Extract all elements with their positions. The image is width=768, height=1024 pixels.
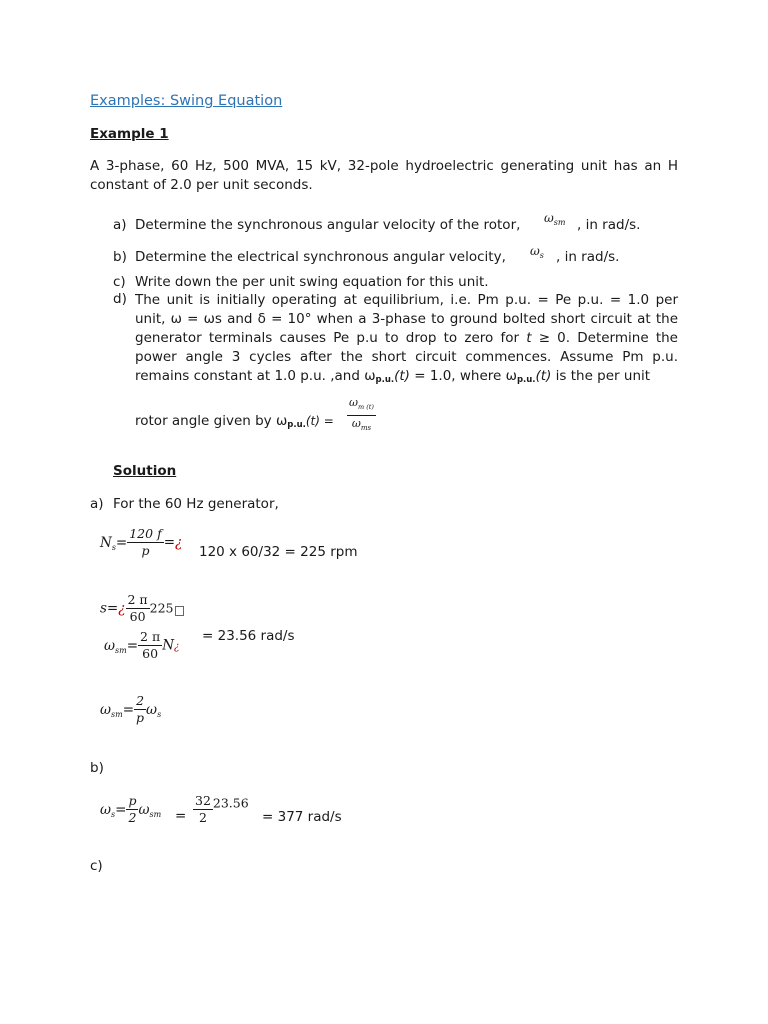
- equation-omega-sm-poles: $\omega_{sm}=$ $\frac{2}{p}$ $\omega_s$: [100, 693, 162, 725]
- item-c-text: Write down the per unit swing equation for this unit.: [135, 274, 489, 290]
- example-heading: Example 1: [90, 126, 169, 142]
- omega-sm-symbol: $\omega_{sm}$: [544, 211, 566, 227]
- sol-a-label: a): [90, 496, 104, 512]
- placeholder-box-icon: [175, 606, 184, 616]
- item-a-text: Determine the synchronous angular velocity of the rotor,: [135, 217, 521, 233]
- equals-sign: =: [175, 808, 187, 824]
- item-a-label: a): [113, 217, 127, 233]
- omega-s-symbol: $\omega_s$: [530, 244, 544, 260]
- sol-c-label: c): [90, 858, 103, 874]
- omega-s-substitution: $\frac{32}{2}$ 23.56: [195, 793, 249, 825]
- intro-paragraph: A 3-phase, 60 Hz, 500 MVA, 15 kV, 32-pole hydroelectric generating unit has an H constant of 2.0 per unit seconds.: [90, 158, 678, 193]
- equation-omega-s: $\omega_s=$ $\frac{p}{2}$ $\omega_{sm}$: [100, 793, 162, 825]
- sol-b-label: b): [90, 760, 104, 776]
- item-d-label: d): [113, 291, 127, 307]
- equation-ns: $N_s=$ $\frac{120 f}{p}$ =¿: [100, 526, 183, 558]
- ns-result: 120 x 60/32 = 225 rpm: [199, 544, 358, 560]
- item-b-label: b): [113, 249, 127, 265]
- document-title: Examples: Swing Equation: [90, 93, 283, 109]
- item-b-suffix: , in rad/s.: [556, 249, 620, 265]
- sol-a-text: For the 60 Hz generator,: [113, 496, 279, 512]
- equation-s: s=¿ $\frac{2 \pi}{60}$ 225: [100, 593, 184, 624]
- omega-s-result: = 377 rad/s: [262, 809, 342, 825]
- item-b-text: Determine the electrical synchronous angular velocity,: [135, 249, 506, 265]
- item-a-suffix: , in rad/s.: [577, 217, 641, 233]
- omega-sm-result: = 23.56 rad/s: [202, 628, 295, 644]
- equation-omega-sm: $\omega_{sm}=$ $\frac{2 \pi}{60}$ N¿: [104, 629, 180, 661]
- rotor-angle-definition: rotor angle given by ωp.u.(t) =: [135, 413, 334, 430]
- solution-heading: Solution: [113, 463, 177, 479]
- item-c-label: c): [113, 274, 126, 290]
- rotor-angle-fraction: $\frac{\omega_{m (t)}}{\omega_{ms}}$: [349, 396, 374, 432]
- item-d-paragraph: The unit is initially operating at equilibrium, i.e. Pm p.u. = Pe p.u. = 1.0 per unit, ω = ωs and δ = 10° when a 3-phase to ground bolted short circuit at the generator terminals causes Pe p.u to drop to zero for t ≥ 0. Determine the power angle 3 cycles after the short circuit commences. Assume Pm p.u. remains constant at 1.0 p.u. ,and ωp.u.(t) = 1.0, where ωp.u.(t) is the per unit: [135, 292, 678, 385]
